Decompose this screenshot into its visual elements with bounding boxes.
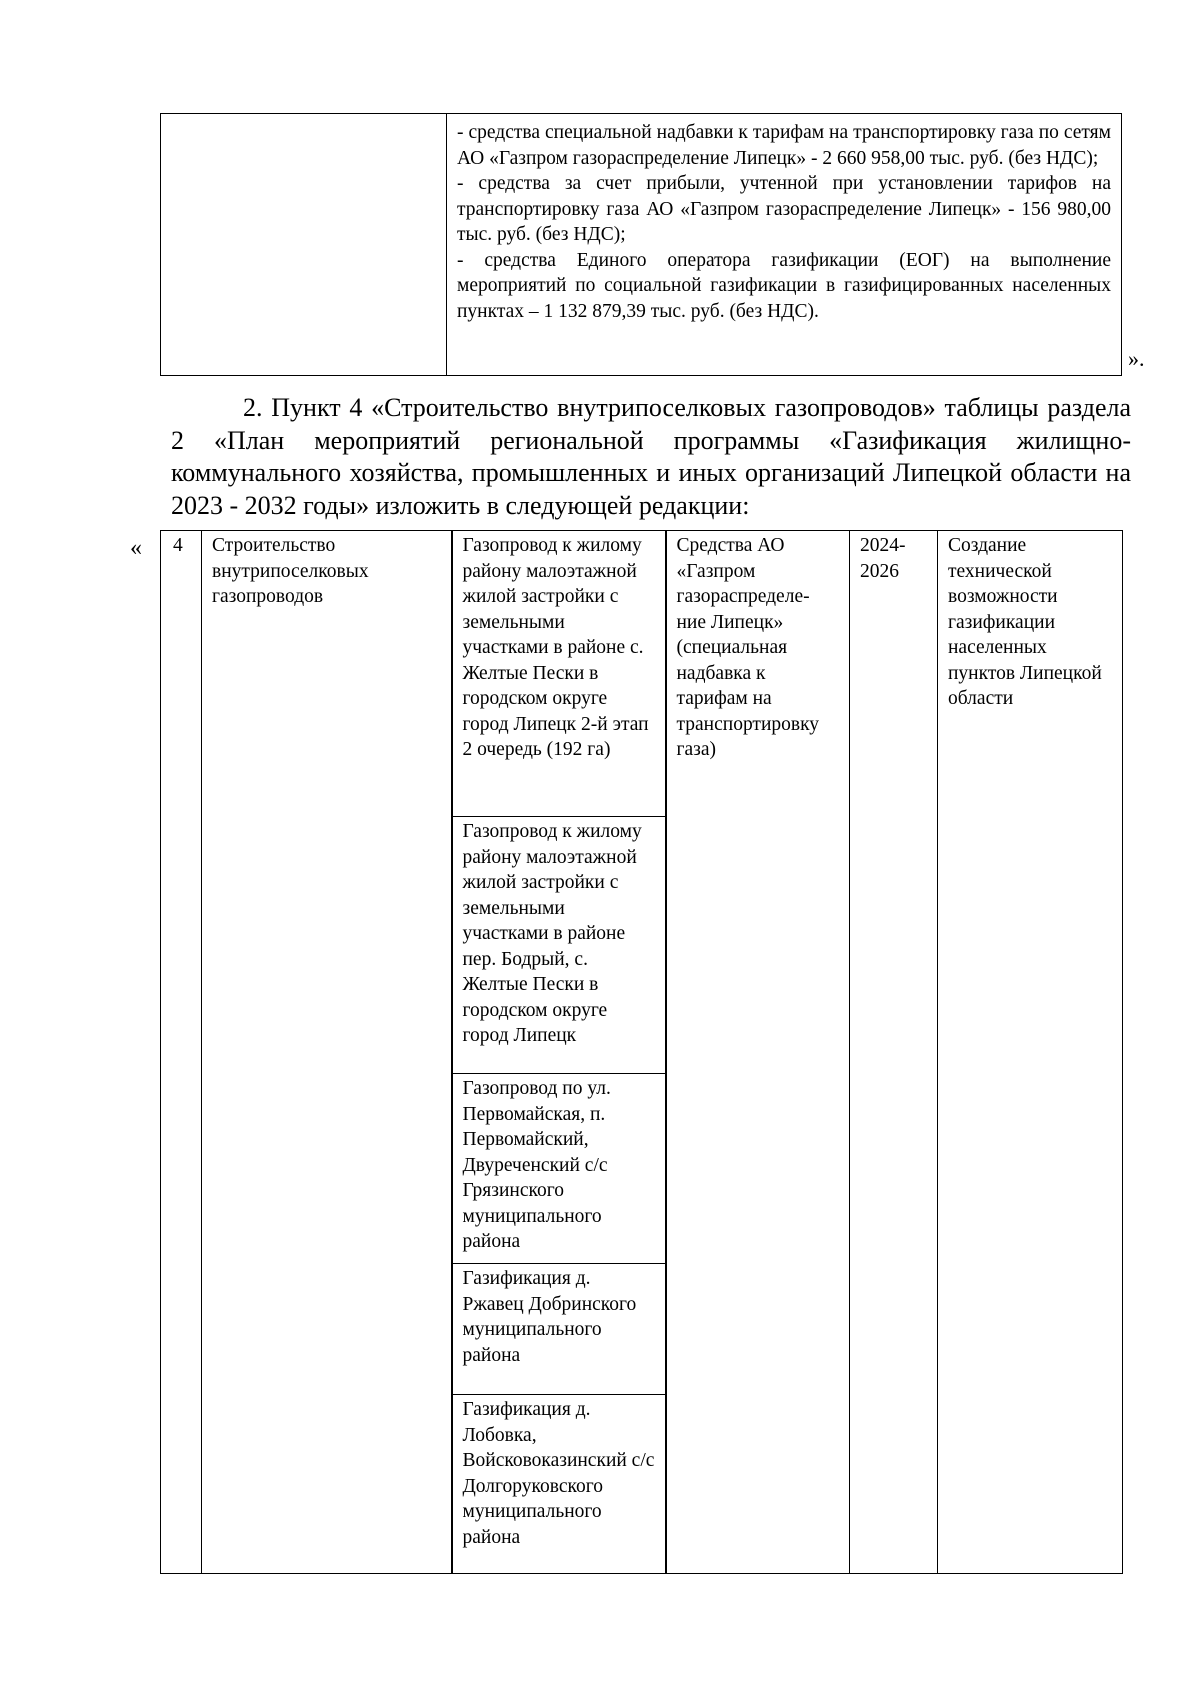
continuation-table xyxy=(160,113,1122,376)
opening-quote: « xyxy=(130,535,142,561)
amendment-paragraph-text: 2. Пункт 4 «Строительство внутрипоселковых газопроводов» таблицы раздела 2 «План мероприятий региональной программы «Газификация жилищно-коммунального хозяйства, промышленных и иных организаций Липецкой области на 2023 - 2032 годы» изложить в следующей редакции: xyxy=(171,393,1131,520)
object-cell-4: Газификация д. Ржавец Добринского муниципального района xyxy=(452,1264,666,1395)
continuation-left-cell xyxy=(161,114,447,376)
funding-source-cell: Средства АО «Газпром газораспределе-ние Липецк» (специальная надбавка к тарифам на транспортировку газа) xyxy=(666,531,850,1574)
funding-line-3: - средства Единого оператора газификации (ЕОГ) на выполнение мероприятий по социальной газификации в газифицированных населенных пунктах – 1 132 879,39 тыс. руб. (без НДС). xyxy=(457,249,1111,322)
object-cell-3: Газопровод по ул. Первомайская, п. Первомайский, Двуреченский с/с Грязинского муниципального района xyxy=(452,1074,666,1264)
object-cell-2: Газопровод к жилому району малоэтажной жилой застройки с земельными участками в районе пер. Бодрый, с. Желтые Пески в городском округе город Липецк xyxy=(452,817,666,1074)
program-item-table xyxy=(160,530,1123,1574)
item-number-cell: 4 xyxy=(161,531,202,1574)
amendment-paragraph xyxy=(171,392,1131,522)
object-cell-5: Газификация д. Лобовка, Войсковоказинский с/с Долгоруковского муниципального района xyxy=(452,1395,666,1574)
funding-line-1: - средства специальной надбавки к тарифам на транспортировку газа по сетям АО «Газпром газораспределение Липецк» - 2 660 958,00 тыс. руб. (без НДС); xyxy=(457,122,1111,169)
closing-quote: ». xyxy=(1128,346,1145,371)
object-cell-1: Газопровод к жилому району малоэтажной жилой застройки с земельными участками в районе с. Желтые Пески в городском округе город Липецк 2-й этап 2 очередь (192 га) xyxy=(452,531,666,817)
funding-line-2: - средства за счет прибыли, учтенной при установлении тарифов на транспортировку газа АО «Газпром газораспределение Липецк» - 156 980,00 тыс. руб. (без НДС); xyxy=(457,173,1111,245)
period-cell: 2024-2026 xyxy=(850,531,938,1574)
measure-cell: Строительство внутрипоселковых газопроводов xyxy=(202,531,452,1574)
continuation-right-cell xyxy=(447,114,1122,376)
result-cell: Создание технической возможности газификации населенных пунктов Липецкой области xyxy=(938,531,1123,1574)
